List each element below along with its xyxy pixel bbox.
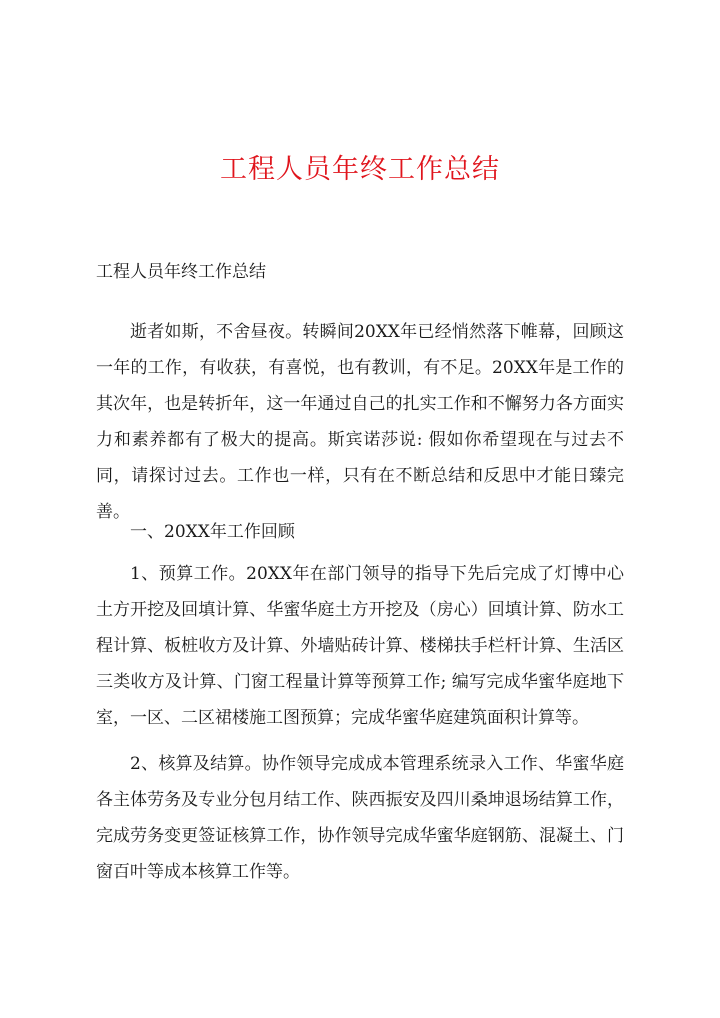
document-subtitle: 工程人员年终工作总结 (96, 262, 266, 282)
intro-paragraph: 逝者如斯，不舍昼夜。转瞬间20XX年已经悄然落下帷幕，回顾这一年的工作，有收获，有喜悦，也有教训，有不足。20XX年是工作的其次年，也是转折年，这一年通过自己的扎实工作和不懈努力各方面实力和素养都有了极大的提高。斯宾诺莎说: 假如你希望现在与过去不同，请探讨过去。工作也一样，只有在不断总结和反思中才能日臻完善。 (96, 322, 624, 522)
paragraph-accounting-settlement: 2、核算及结算。协作领导完成成本管理系统录入工作、华蜜华庭各主体劳务及专业分包月结工作、陕西振安及四川桑坤退场结算工作，完成劳务变更签证核算工作，协作领导完成华蜜华庭钢筋、混凝土、门窗百叶等成本核算工作等。 (96, 754, 624, 882)
document-title: 工程人员年终工作总结 (220, 154, 500, 185)
paragraph-budget-work: 1、预算工作。20XX年在部门领导的指导下先后完成了灯博中心土方开挖及回填计算、华蜜华庭土方开挖及（房心）回填计算、防水工程计算、板桩收方及计算、外墙贴砖计算、楼梯扶手栏杆计算、生活区三类收方及计算、门窗工程量计算等预算工作; 编写完成华蜜华庭地下室，一区、二区裙楼施工图预算；完成华蜜华庭建筑面积计算等。 (96, 564, 624, 728)
section-heading: 一、20XX年工作回顾 (130, 522, 295, 542)
